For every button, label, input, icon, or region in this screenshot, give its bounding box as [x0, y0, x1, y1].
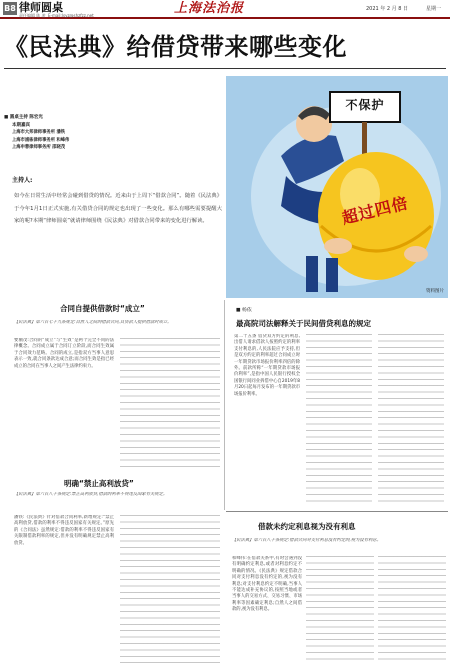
section-title-spc-interpretation: 最高院司法解释关于民间借贷利息的规定: [236, 319, 371, 328]
sec2-col1: 潘铁:《民法典》针对借款合同利率,新增规定:“禁止高利放贷,借款的利率不得违反国家有关规定。”原先的《合同法》虽然规定:借款的利率不得违反国家有关限制借款利率的规定,但并没有明确规定禁止高利放贷。: [14, 515, 114, 546]
illustration-credit: 资料图片: [426, 289, 444, 294]
host-label: 主持人:: [12, 177, 33, 184]
sec1-lead: 【民法典】第六百七十九条规定:自然人之间的借款合同,自贷款人提供借款时成立。: [14, 320, 172, 325]
sec4-col2-text-lines: [306, 556, 374, 664]
page-headline: 《民法典》给借贷带来哪些变化: [4, 32, 347, 61]
issue-date: 2021 年 2 月 8 日: [366, 6, 409, 12]
no-protection-sign: 不保护: [345, 98, 385, 112]
section-title-contract-formed: 合同自提供借款时“成立”: [60, 304, 145, 313]
sec4-lead: 【民法典】第六百八十条规定:借款合同对支付利息没有约定的,视为没有利息。: [232, 538, 381, 543]
masthead: [0, 0, 450, 19]
sec3-byline: ■ 杨依: [236, 308, 252, 313]
sec3-col2-text-lines: [306, 334, 372, 504]
guest-heading: 本期嘉宾: [12, 122, 30, 128]
sec3-col1: 第二十五条 借贷双方约定的利息,出借人请求借款人按照约定的利率支付利息的,人民法院应予支持,但是双方约定的利率超过合同成立时一年期贷款市场报价利率四倍的除外。前款所称“一年期贷款市场报价利率”,是指中国人民银行授权全国银行间同业拆借中心自2019年8月20日起每月发布的一年期贷款市场报价利率。: [234, 334, 300, 397]
egg-label: 超过四倍: [339, 193, 411, 228]
headline-rule: [4, 68, 446, 69]
page-number-badge: B8: [4, 4, 16, 13]
newspaper-logo: 上海法治报: [174, 1, 245, 16]
sec1-col1: 要潮茂:合同的“成立”与“生效”是两个完全不同的法律概念。合同成立属于合同订立阶段,而合同生效属于合同效力范畴。合同的成立,是指双方当事人意思表示一致,就合同条款达成合意;而合同生效是指已经成立的合同在当事人之间产生法律约束力。: [14, 338, 114, 369]
editor-credit: 责任编辑 陈 凌: [19, 13, 46, 18]
section-title-ban-usury: 明确“禁止高利放贷”: [64, 479, 134, 488]
section-rule: [226, 511, 448, 512]
moderator-line: ■ 圆桌主持 陈宏光: [4, 115, 43, 120]
section-name: 律师圆桌: [19, 1, 63, 14]
column-divider: [224, 300, 225, 510]
guest-2: 上海市浦栋律师事务所 和峰伟: [12, 137, 70, 143]
issue-weekday: 星期一: [426, 6, 442, 12]
sec2-col2-text-lines: [120, 515, 220, 663]
guest-3: 上海申蓉律师事务所 邵晓茂: [12, 145, 66, 150]
sec1-col2-text-lines: [120, 338, 220, 470]
sec2-lead: 【民法典】第六百八十条规定:禁止高利放贷,借款的利率不得违反国家有关规定。: [14, 492, 168, 497]
section-title-no-interest: 借款未约定利息视为没有利息: [258, 522, 356, 531]
sec4-col3-text-lines: [378, 556, 446, 664]
guest-1: 上海市大邦律师事务所 潘铁: [12, 130, 66, 135]
editor-email[interactable]: E-mail:lsyz@shzfzz.net: [48, 13, 94, 18]
sec3-col3-text-lines: [378, 334, 444, 504]
host-intro: 如今在日常生活中经常会碰到借贷的情况。近来由于上周下“借款合同”。随着《民法典》于今年1月1日正式实施,有关借贷合同的规定也出现了一些变化。那么有哪些需要提醒大家的呢?本期“律师圆桌”就请律师围绕《民法典》对借款合同带来的变化进行解读。: [14, 193, 222, 224]
credits-box: [4, 114, 99, 164]
illustration: [226, 76, 448, 298]
sec4-col1: 和峰伟:在借款关系中,有时会遇到没有明确约定利息,或者对利息约定不明确的情况。《民法典》规定借款合同对支付利息没有约定的,视为没有利息;对支付利息约定不明确,当事人不能达成补充协议的,按照当地或者当事人的交易方式、交易习惯、市场利率等因素确定利息;自然人之间借款的,视为没有利息。: [232, 556, 302, 613]
